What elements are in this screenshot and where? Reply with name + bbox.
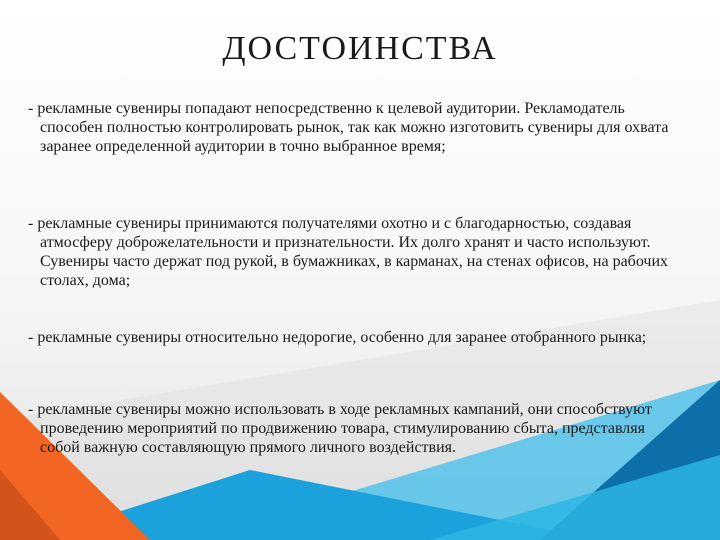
list-item: - рекламные сувениры можно использовать в ходе рекламных кампаний, они способствуют проведению мероприятий по продвижению товара, стимулированию сбыта, представляя собой важную составляющую прямого личного воздействия. (28, 401, 652, 456)
list-item: - рекламные сувениры попадают непосредственно к целевой аудитории. Рекламодатель способен полностью контролировать рынок, так как можно изготовить сувениры для охвата заранее определенной аудитории в точно выбранное время; (28, 100, 669, 155)
list-item: - рекламные сувениры относительно недорогие, особенно для заранее отобранного рынка; (28, 329, 647, 346)
slide-title: ДОСТОИНСТВА (222, 30, 498, 67)
list-item: - рекламные сувениры принимаются получателями охотно и с благодарностью, создавая атмосферу доброжелательности и признательности. Их долго хранят и часто используют. Сувениры часто держат под рукой, в бумажниках, в карманах, на стенах офисов, на рабочих столах, дома; (28, 215, 669, 289)
